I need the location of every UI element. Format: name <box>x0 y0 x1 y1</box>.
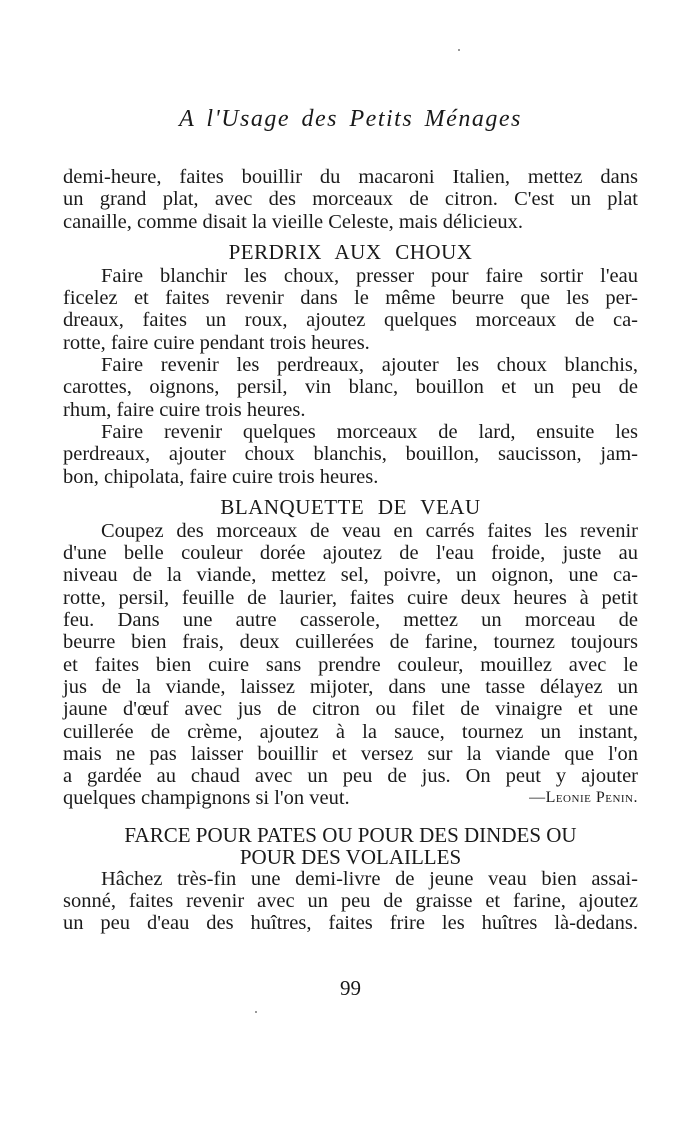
recipe-farce <box>63 824 638 935</box>
text-line: sonné, faites revenir avec un peu de graisse et farine, ajoutez <box>63 890 638 913</box>
text-line: perdreaux, ajouter choux blanchis, bouillon, saucisson, jam- <box>63 443 638 466</box>
running-head: A l'Usage des Petits Ménages <box>179 106 522 132</box>
recipe-title: POUR DES VOLAILLES <box>239 844 462 869</box>
page-body <box>63 166 638 935</box>
text-line: niveau de la viande, mettez sel, poivre, un oignon, une ca- <box>63 564 638 587</box>
text-line: beurre bien frais, deux cuillerées de farine, tournez toujours <box>63 631 638 654</box>
text-line: canaille, comme disait la vieille Celeste, mais délicieux. <box>63 210 523 233</box>
text-line: rotte, persil, feuille de laurier, faites cuire deux heures à petit <box>63 586 638 609</box>
author-signature: —Leonie Penin. <box>529 789 638 807</box>
page-number: 99 <box>340 976 361 1000</box>
continuation-paragraph <box>63 166 638 233</box>
text-line: un grand plat, avec des morceaux de citron. C'est un plat <box>63 188 638 211</box>
text-line: Faire revenir les perdreaux, ajouter les choux blanchis, <box>101 354 638 377</box>
recipe-blanquette-de-veau <box>63 496 638 810</box>
text-line: ficelez et faites revenir dans le même beurre que les per- <box>63 287 638 310</box>
text-line: un peu d'eau des huîtres, faites frire les huîtres là-dedans. <box>63 912 638 935</box>
text-line: Coupez des morceaux de veau en carrés faites les revenir <box>101 519 638 542</box>
text-line: a gardée au chaud avec un peu de jus. On peut y ajouter <box>63 765 638 788</box>
scan-speck <box>255 1011 257 1013</box>
text-line: mais ne pas laisser bouillir et versez sur la viande que l'on <box>63 742 638 765</box>
recipe-title: FARCE POUR PATES OU POUR DES DINDES OU <box>124 822 577 847</box>
scan-speck <box>458 49 460 51</box>
text-line: bon, chipolata, faire cuire trois heures. <box>63 465 379 488</box>
signature-line <box>63 787 638 809</box>
text-line: dreaux, faites un roux, ajoutez quelques morceaux de ca- <box>63 309 638 332</box>
text-line: carottes, oignons, persil, vin blanc, bouillon et un peu de <box>63 376 638 399</box>
text-line: Hâchez très-fin une demi-livre de jeune veau bien assai- <box>101 867 638 890</box>
text-line: demi-heure, faites bouillir du macaroni Italien, mettez dans <box>63 166 638 188</box>
text-line: jus de la viande, laissez mijoter, dans une tasse délayez un <box>63 675 638 698</box>
text-line: d'une belle couleur dorée ajoutez de l'eau froide, juste au <box>63 542 638 565</box>
recipe-title: BLANQUETTE DE VEAU <box>220 494 481 519</box>
text-line: cuillerée de crème, ajoutez à la sauce, tournez un instant, <box>63 720 638 743</box>
text-line: Faire revenir quelques morceaux de lard, ensuite les <box>101 420 638 443</box>
recipe-perdrix-aux-choux <box>63 241 638 488</box>
text-line: jaune d'œuf avec jus de citron ou filet de vinaigre et une <box>63 698 638 721</box>
text-line: rotte, faire cuire pendant trois heures. <box>63 331 370 354</box>
text-line: rhum, faire cuire trois heures. <box>63 398 306 421</box>
text-line: quelques champignons si l'on veut. <box>63 787 350 810</box>
text-line: Faire blanchir les choux, presser pour faire sortir l'eau <box>101 264 638 287</box>
text-line: et faites bien cuire sans prendre couleur, mouillez avec le <box>63 653 638 676</box>
text-line: feu. Dans une autre casserole, mettez un morceau de <box>63 609 638 632</box>
recipe-title: PERDRIX AUX CHOUX <box>228 239 473 264</box>
